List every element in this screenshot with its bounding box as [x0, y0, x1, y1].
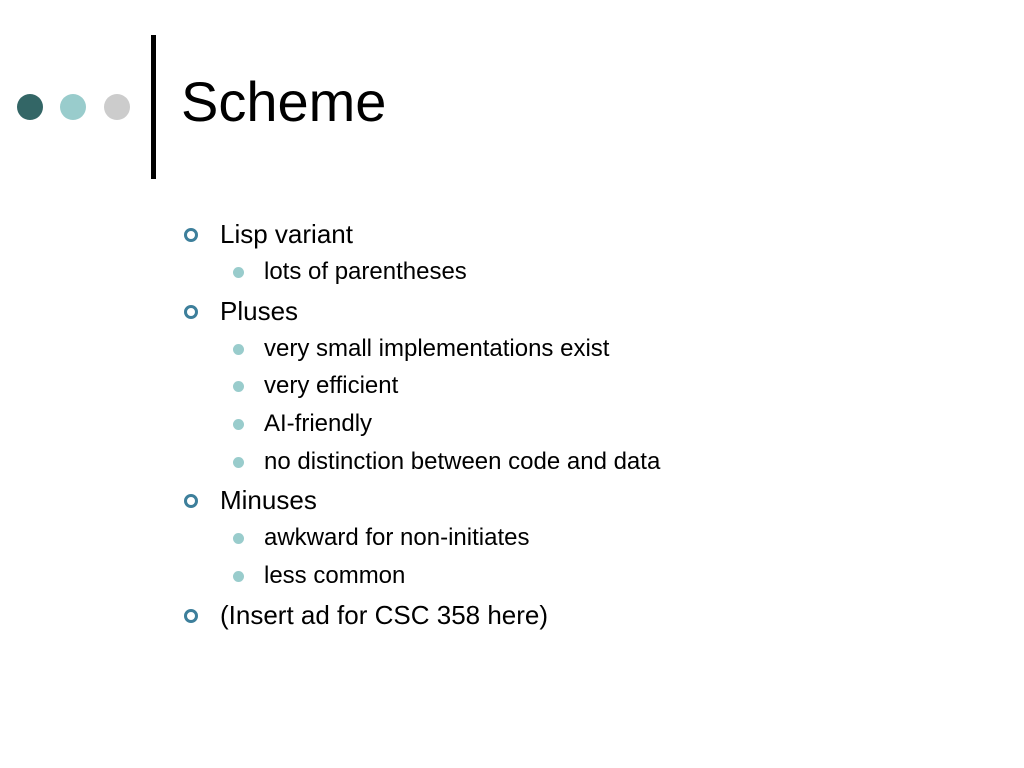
- sub-bullet-text: awkward for non-initiates: [264, 524, 530, 551]
- dot-bullet-icon: [233, 419, 244, 430]
- sub-bullet-text: very small implementations exist: [264, 335, 610, 362]
- dot-bullet-icon: [233, 344, 244, 355]
- sub-bullet-text: less common: [264, 562, 406, 589]
- ring-bullet-icon: [184, 228, 198, 242]
- dot-bullet-icon: [233, 533, 244, 544]
- dot-bullet-icon: [233, 381, 244, 392]
- sub-bullet-text: no distinction between code and data: [264, 448, 661, 475]
- bullet-text: Pluses: [220, 296, 299, 326]
- dot-bullet-icon: [233, 571, 244, 582]
- bullet-text: Lisp variant: [220, 219, 353, 249]
- slide-title: Scheme: [181, 70, 387, 133]
- dot-bullet-icon: [233, 457, 244, 468]
- ring-bullet-icon: [184, 494, 198, 508]
- sub-bullet-text: very efficient: [264, 372, 399, 399]
- dot-bullet-icon: [233, 267, 244, 278]
- bullet-text: Minuses: [220, 485, 317, 515]
- bullet-text: (Insert ad for CSC 358 here): [220, 600, 549, 630]
- sub-bullet-text: lots of parentheses: [264, 258, 467, 285]
- ring-bullet-icon: [184, 305, 198, 319]
- sub-bullet-text: AI-friendly: [264, 410, 373, 437]
- ring-bullet-icon: [184, 609, 198, 623]
